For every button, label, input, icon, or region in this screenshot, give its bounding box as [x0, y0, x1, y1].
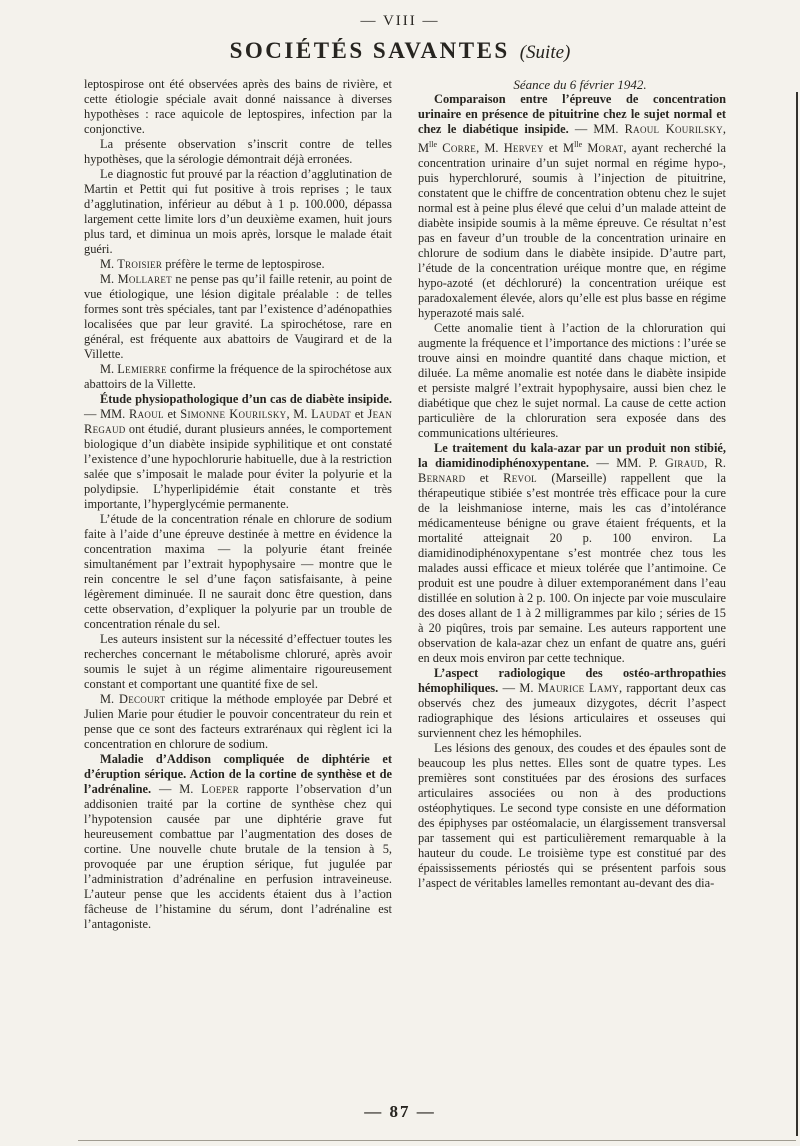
page-title-suffix: (Suite)	[519, 42, 571, 63]
text-run: L’étude de la concentration rénale en chlorure de sodium faite à l’aide d’une épreuve destinée à mettre en évidence la concentration maxima — la polyurie étant freinée simultanément par l’extrait hypophysaire — montre que le rein concentre le sel d’une façon satisfaisante, à peine légèrement diminuée. Il ne saurait donc être question, dans cette observation, d’expliquer la polyurie par un trouble de concentration rénale du sel.	[84, 512, 392, 631]
communication-title: Maladie d’Addison compliquée de diphtérie et d’éruption sérique. Action de la cortine de synthèse et de l’adrénaline.	[84, 752, 392, 796]
paragraph	[418, 321, 726, 441]
author-name: Bernard	[418, 471, 466, 486]
text-columns	[0, 64, 800, 1072]
author-name: Laudat	[311, 407, 352, 421]
text-run: La présente observation s’inscrit contre de telles hypothèses, que la sérologie démontrait déjà erronées.	[84, 137, 392, 166]
text-run: (Marseille) rappellent que la thérapeutique stibiée s’est montrée très efficace pour la cure de la leishmaniose interne, mais les cas d’intolérance médicamenteuse bénigne ou grave étaient fréquents, et la mortalité atteignait 20 p. 100 environ. La diamidinodiphénoxypentane s’est montrée chez tous les malades aussi efficace et mieux tolérée que l’antimoine. Ce produit est une poudre à diluer extemporanément dans l’eau distillée en solution à 2 p. 100. On injecte par voie musculaire des doses allant de 1 à 2 milligrammes par kilo ; séries de 15 à 20 piqûres, trois par semaine. Les auteurs rapportent une observation de kala-azar chez un enfant de quatre ans, guéri en deux mois environ par cette technique.	[418, 471, 726, 666]
paragraph	[418, 666, 726, 741]
text-run: , M	[418, 122, 726, 156]
left-column	[84, 77, 392, 1072]
author-name: Raoul	[129, 407, 164, 421]
page-number: — 87 —	[364, 1102, 436, 1121]
scan-edge-artifact	[796, 92, 798, 1136]
text-run: , ayant recherché la concentration urinaire d’un sujet normal en régime hypo-, puis hyperchloruré, soumis à l’injection de pituitrine, constatent que le chiffre de concentration obtenu chez le sujet normal est à peine plus élevé que celui d’un malade atteint de diabète insipide soumis à la même épreuve. Ce résultat n’est pas en faveur d’un trouble de la concentration urinaire en chlorure de sodium dans le diabète insipide. D’autre part, l’étude de la concentration uréique montre que, en régime hypo-azoté (et déchloruré) la concentration uréique est paradoxalement élevée, alors qu’elle est plus basse en régime hyperazoté mais salé.	[418, 141, 726, 321]
text-run: et	[163, 407, 181, 421]
text-run: — MM. P.	[588, 456, 665, 471]
author-name: Troisier	[117, 257, 163, 271]
text-run: et M	[543, 141, 575, 156]
paragraph	[84, 77, 392, 137]
text-run: rapporte l’observation d’un addisonien traité par la cortine de synthèse chez qui l’hypotension causée par une diphtérie grave fut heureusement combattue par l’augmentation des doses de cortine. Une nouvelle chute brutale de la tension à 5, provoquée par une éruption sérique, fut jugulée par l’administration d’adrénaline en perfusion intraveineuse. L’auteur pense que les accidents étaient dus à l’action fâcheuse de l’histamine du sérum, dont l’adrénaline est l’antagoniste.	[84, 782, 392, 931]
communication-title: L’aspect radiologique des ostéo-arthropathies hémophiliques.	[418, 666, 726, 696]
text-run: lle	[574, 140, 583, 149]
paragraph	[84, 632, 392, 692]
text-run: M.	[100, 692, 119, 706]
paragraph	[418, 741, 726, 891]
paragraph	[418, 441, 726, 666]
text-run: — MM.	[568, 122, 625, 136]
author-name: Decourt	[118, 692, 166, 706]
author-name: Mollaret	[117, 272, 172, 286]
text-run: Cette anomalie tient à l’action de la chloruration qui augmente la fréquence et l’importance des mictions : l’urée se trouve ainsi en moindre quantité dans chaque miction, et diluée. La même anomalie est notée dans le diabète insipide et persiste malgré l’extrait hypophysaire, aussi bien chez le diabétique que chez le sujet normal. La cause de cette action particulière de la chloruration sera exposée dans des communications ultérieures.	[418, 321, 726, 441]
text-run: et	[351, 407, 368, 421]
communication-title: Le traitement du kala-azar par un produit non stibié, la diamidinodiphénoxypentane.	[418, 441, 726, 471]
title-row	[0, 38, 800, 64]
session-date: Séance du 6 février 1942.	[513, 77, 647, 92]
author-name: Lemierre	[117, 362, 167, 376]
paragraph	[84, 137, 392, 167]
text-run: — M.	[498, 681, 538, 696]
text-run: M.	[100, 272, 118, 286]
text-run: lle	[429, 140, 438, 149]
text-run: , R.	[704, 456, 726, 471]
page-header-roman-numeral: — VIII —	[360, 13, 440, 29]
text-run: Les lésions des genoux, des coudes et des épaules sont de beaucoup les plus nettes. Elles sont de quatre types. Les premières sont constituées par des érosions des surfaces articulaires associées ou non à des productions ostéophytiques. Le second type consiste en une déformation des épiphyses par ostéomalacie, un élargissement transversal par tassement qui est particulièrement remarquable à la hauteur du coude. Le troisième type est constitué par des épaississements périostés qui se présentent parfois sous l’aspect de véritables lamelles remontant au-devant des dia-	[418, 741, 726, 891]
text-run: M.	[100, 257, 118, 271]
scan-bottom-rule	[78, 1140, 796, 1141]
right-column	[418, 77, 726, 1072]
author-name: Revol	[503, 471, 537, 486]
author-name: Maurice Lamy	[537, 681, 619, 696]
author-name: Giraud	[664, 456, 705, 471]
text-run: préfère le terme de leptospirose.	[162, 257, 325, 271]
text-run: , rapportant deux cas observés chez des jumeaux dizygotes, décrit l’aspect radiographique des lésions articulaires et osseuses qui surviennent chez les hémophiles.	[418, 681, 726, 741]
text-run: , M.	[476, 141, 504, 156]
text-run: critique la méthode employée par Debré et Julien Marie pour étudier le pouvoir concentrateur du rein et pense que ce sont des facteurs extrarénaux qui règlent ici la concentration en chlorure de sodium.	[84, 692, 392, 751]
text-run: M.	[100, 362, 118, 376]
author-name: Morat	[587, 141, 624, 156]
text-run: — MM.	[84, 407, 130, 421]
paragraph	[84, 362, 392, 392]
text-run: et	[465, 471, 504, 486]
communication-title: Comparaison entre l’épreuve de concentration urinaire en présence de pituitrine chez le sujet normal et chez le diabétique insipide.	[418, 92, 726, 136]
text-run: — M.	[151, 782, 202, 796]
author-name: Raoul Kourilsky	[624, 122, 723, 136]
author-name: Jean Regaud	[84, 407, 393, 436]
paragraph	[84, 257, 392, 272]
paragraph	[84, 512, 392, 632]
text-run: leptospirose ont été observées après des bains de rivière, et cette étiologie spéciale avait donné naissance à diverses hypothèses : race aquicole de leptospires, infection par la conjonctive.	[84, 77, 392, 136]
page-title: SOCIÉTÉS SAVANTES	[229, 38, 510, 63]
paragraph	[84, 272, 392, 362]
paragraph	[84, 167, 392, 257]
communication-title: Étude physiopathologique d’un cas de diabète insipide.	[100, 392, 392, 406]
paragraph	[418, 92, 726, 321]
author-name: Hervey	[503, 141, 544, 156]
paragraph	[84, 752, 392, 932]
author-name: Simonne Kourilsky	[180, 407, 287, 421]
text-run: Les auteurs insistent sur la nécessité d’effectuer toutes les recherches concernant le métabolisme chloruré, après avoir soumis le sujet à un régime alimentaire rigoureusement constant et comportant une quantité fixe de sel.	[84, 632, 392, 691]
text-run: ne pense pas qu’il faille retenir, au point de vue étiologique, une lésion digitale préalable : de telles formes sont très spéciales, tant par l’existence d’adénopathies localisées que par leur gravité. La spirochétose, rare en général, est fréquente aux abattoirs de Vaugirard et de la Villette.	[84, 272, 393, 361]
paragraph	[84, 392, 392, 512]
author-name: Loeper	[201, 782, 240, 796]
text-run: , M.	[286, 407, 312, 421]
text-run: confirme la fréquence de la spirochétose aux abattoirs de la Villette.	[84, 362, 392, 391]
text-run: ont étudié, durant plusieurs années, le comportement biologique d’un diabète insipide syphilitique et ont constaté l’existence d’une hypochlorurie habituelle, due à la restriction salée que s’imposait le malade pour éviter la polyurie et la polydipsie. L’hyperlipidémie était constante et très importante, l’hyperglycémie permanente.	[84, 422, 392, 511]
author-name: Corre	[442, 141, 477, 156]
text-run: Le diagnostic fut prouvé par la réaction d’agglutination de Martin et Pettit qui fut positive à trois reprises ; le taux d’agglutination, inférieur au début à 1 p. 100.000, dépassa largement cette limite lors d’un deuxième examen, huit jours plus tard, et diminua un mois après, lorsque le malade était guéri.	[84, 167, 392, 256]
paragraph	[84, 692, 392, 752]
